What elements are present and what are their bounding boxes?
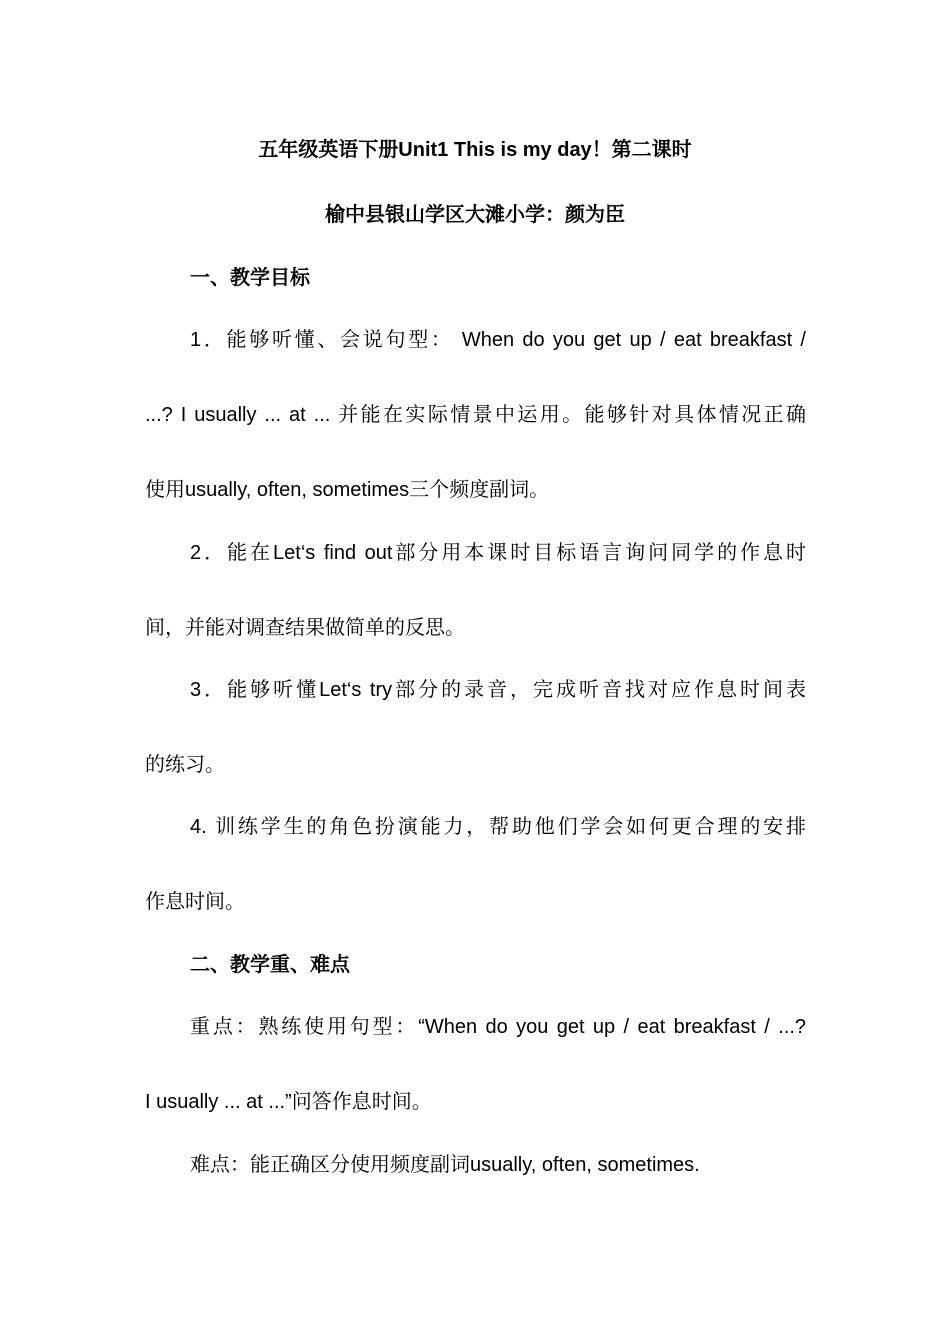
objective-2-line-1: 2．能在Let‘s find out部分用本课时目标语言询问同学的作息时 [190,542,806,564]
difficult-point: 难点：能正确区分使用频度副词usually, often, sometimes. [190,1154,700,1176]
objective-4-line-1: 4. 训练学生的角色扮演能力，帮助他们学会如何更合理的安排 [190,816,806,838]
objective-4-line-2: 作息时间。 [145,891,245,913]
document-title: 五年级英语下册Unit1 This is my day！第二课时 [258,139,692,161]
objective-1-line-2: ...? I usually ... at ... 并能在实际情景中运用。能够针对具体情况正确 [145,404,806,426]
key-point-line-1: 重点：熟练使用句型：“When do you get up / eat breakfast / ...? [190,1016,806,1038]
objective-3-line-1: 3．能够听懂Let‘s try部分的录音，完成听音找对应作息时间表 [190,679,806,701]
objective-1-line-1: 1．能够听懂、会说句型： When do you get up / eat breakfast / [190,329,806,351]
section-heading-key-points: 二、教学重、难点 [190,954,350,976]
objective-1-line-3: 使用usually, often, sometimes三个频度副词。 [145,479,550,501]
objective-2-line-2: 间，并能对调查结果做简单的反思。 [145,617,465,639]
objective-3-line-2: 的练习。 [145,754,225,776]
section-heading-objectives: 一、教学目标 [190,267,310,289]
key-point-line-2: I usually ... at ...”问答作息时间。 [145,1091,432,1113]
author-line: 榆中县银山学区大滩小学：颜为臣 [325,204,625,226]
